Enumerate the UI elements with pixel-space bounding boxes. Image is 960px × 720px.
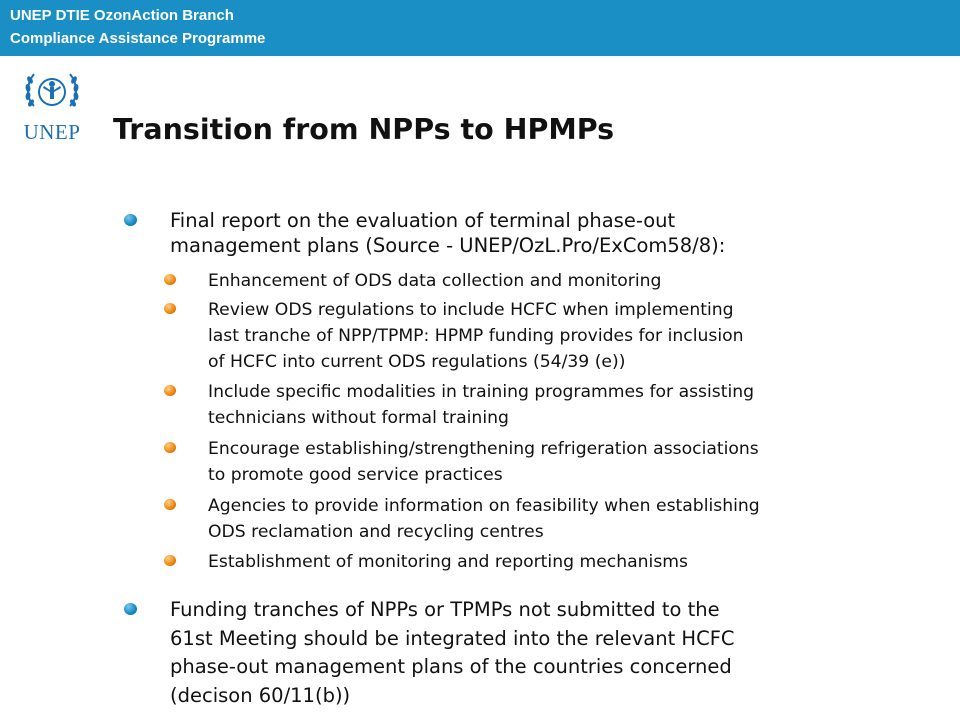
header-org-name: UNEP DTIE OzonAction Branch [10, 7, 234, 24]
unep-logo [20, 68, 84, 148]
bullet-text-level2: last tranche of NPP/TPMP: HPMP funding provides for inclusion [208, 326, 744, 346]
unep-logo-text: UNEP [23, 120, 81, 144]
bullet-marker-level1 [124, 214, 137, 226]
bullet-text-level1: 61st Meeting should be integrated into the relevant HCFC [170, 626, 735, 650]
bullet-text-level2: technicians without formal training [208, 408, 509, 428]
bullet-text-level2: Encourage establishing/strengthening refrigeration associations [208, 439, 759, 459]
header-programme-name: Compliance Assistance Programme [10, 30, 266, 47]
bullet-marker-level2 [164, 499, 176, 510]
bullet-marker-level2 [164, 555, 176, 566]
bullet-marker-level2 [164, 442, 176, 453]
bullet-text-level2: Enhancement of ODS data collection and monitoring [208, 271, 662, 291]
bullet-text-level1: Funding tranches of NPPs or TPMPs not submitted to the [170, 598, 720, 621]
bullet-text-level1: management plans (Source - UNEP/OzL.Pro/ExCom58/8): [170, 234, 726, 257]
bullet-text-level1: (decison 60/11(b)) [170, 683, 351, 707]
header-bar [0, 0, 960, 56]
bullet-marker-level2 [164, 274, 176, 285]
un-emblem-icon [20, 68, 84, 120]
bullet-text-level2: Review ODS regulations to include HCFC when implementing [208, 300, 734, 320]
bullet-text-level1: phase-out management plans of the countries concerned [170, 655, 732, 678]
bullet-marker-level2 [164, 385, 176, 396]
bullet-text-level2: Include specific modalities in training programmes for assisting [208, 382, 755, 402]
bullet-text-level2: to promote good service practices [208, 465, 503, 485]
bullet-marker-level1 [124, 603, 137, 615]
bullet-text-level2: of HCFC into current ODS regulations (54/39 (e)) [208, 352, 626, 372]
bullet-text-level1: Final report on the evaluation of terminal phase-out [170, 209, 676, 232]
slide-title: Transition from NPPs to HPMPs [113, 113, 615, 146]
bullet-text-level2: Agencies to provide information on feasibility when establishing [208, 496, 760, 516]
bullet-marker-level2 [164, 303, 176, 314]
bullet-text-level2: Establishment of monitoring and reporting mechanisms [208, 552, 688, 572]
bullet-text-level2: ODS reclamation and recycling centres [208, 522, 544, 542]
